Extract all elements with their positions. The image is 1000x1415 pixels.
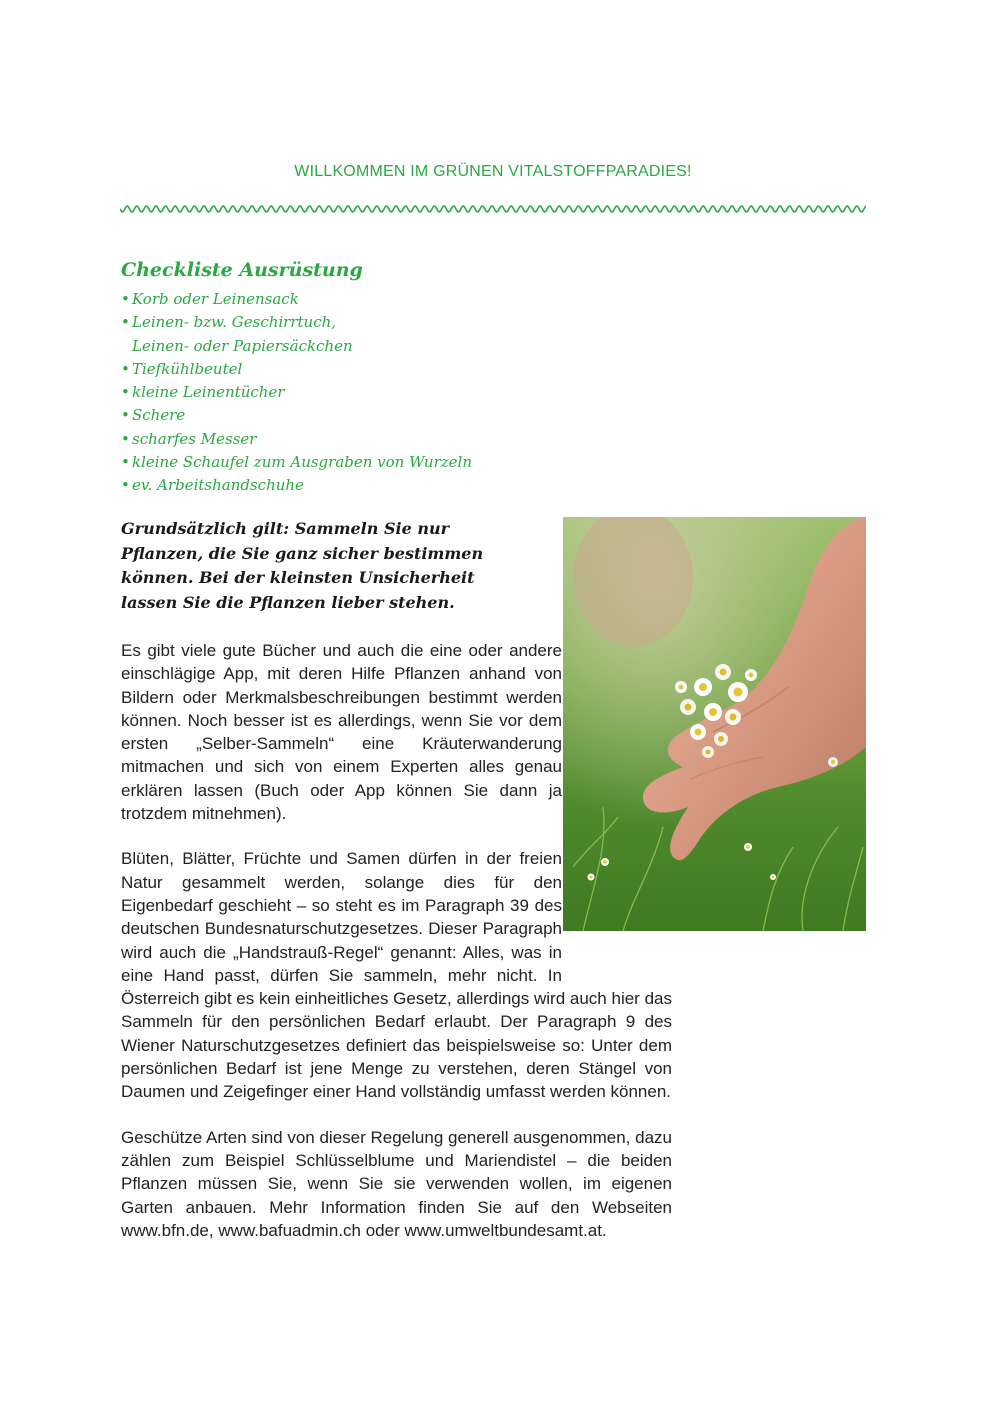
- checklist-item: • Leinen- bzw. Geschirrtuch,: [121, 311, 621, 334]
- body-paragraph: Es gibt viele gute Bücher und auch die eine oder andere einschlägige App, mit deren Hilfe Pflanzen anhand von Bildern oder Merkmalsbeschreibungen bestimmt werden können. Noch besser ist es allerdings, wenn Sie vor dem ersten „Selber-Sammeln“ eine Kräuterwanderung mitmachen und sich von einem Experten alles genau erklären lassen (Buch oder App können Sie dann ja trotzdem mitnehmen).: [121, 641, 562, 824]
- checklist-item: • kleine Schaufel zum Ausgraben von Wurzeln: [121, 451, 621, 474]
- body-paragraph: Blüten, Blätter, Früchte und Samen dürfen in der freien Natur gesammelt werden, solange dies für den Eigenbedarf geschieht – so steht es im Paragraph 39 des deutschen Bundesnaturschutzgesetzes. Dieser Paragraph wird auch die „Handstrauß-Regel“ genannt: Alles, was in eine Hand passt, dürfen Sie sammeln, mehr nicht. In Österreich gibt es kein einheitliches Gesetz, allerdings wird auch hier das Sammeln für den persönlichen Bedarf erlaubt. Der Paragraph 9 des Wiener Naturschutzgesetzes definiert das beispielsweise so: Unter dem persönlichen Bedarf ist jene Menge zu verstehen, deren Stängel von Daumen und Zeigefinger einer Hand vollständig umfasst werden können.: [121, 849, 672, 1102]
- checklist-item: • Tiefkühlbeutel: [121, 358, 621, 381]
- photo-wrap-spacer: [562, 517, 672, 967]
- equipment-checklist: [121, 256, 621, 498]
- intro-statement: Grundsätzlich gilt: Sammeln Sie nur Pflanzen, die Sie ganz sicher bestimmen können. Bei der kleinsten Unsicherheit lassen Sie die Pflanzen lieber stehen.: [121, 519, 484, 612]
- wavy-divider: [120, 202, 866, 216]
- checklist-item: • ev. Arbeitshandschuhe: [121, 474, 621, 497]
- checklist-item: • Schere: [121, 404, 621, 427]
- checklist-item-continuation: Leinen- oder Papiersäckchen: [132, 336, 353, 355]
- page-header-title: WILLKOMMEN IM GRÜNEN VITALSTOFFPARADIES!: [294, 163, 692, 180]
- checklist-item: • scharfes Messer: [121, 428, 621, 451]
- checklist-item: • Korb oder Leinensack: [121, 288, 621, 311]
- checklist-list: [121, 288, 621, 498]
- body-paragraph: Geschütze Arten sind von dieser Regelung generell ausgenommen, dazu zählen zum Beispiel Schlüsselblume und Mariendistel – die beiden Pflanzen müssen Sie, wenn Sie sie verwenden wollen, im eigenen Garten anbauen. Mehr Information finden Sie auf den Webseiten www.bfn.de, www.bafuadmin.ch oder www.umweltbundesamt.at.: [121, 1127, 672, 1240]
- checklist-heading: Checkliste Ausrüstung: [121, 259, 363, 281]
- checklist-item: • kleine Leinentücher: [121, 381, 621, 404]
- main-text-column: [121, 517, 672, 1264]
